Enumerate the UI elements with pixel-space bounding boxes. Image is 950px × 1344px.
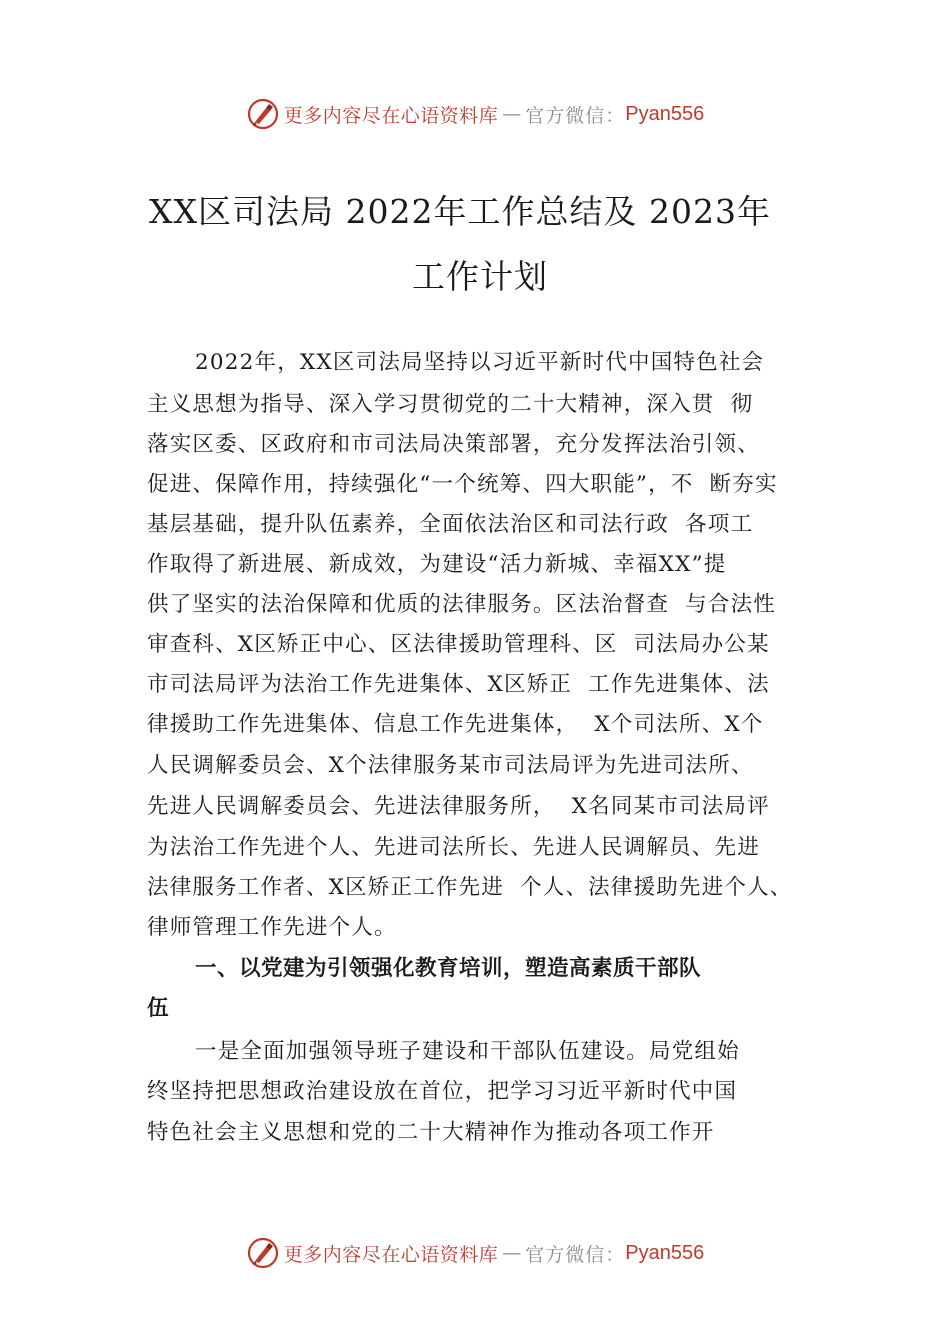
footer-watermark	[0, 1233, 950, 1273]
section-body-line: 一是全面加强领导班子建设和干部队伍建设。局党组始	[195, 1039, 740, 1064]
intro-line: 促进、保障作用，持续强化“一个统筹、四大职能”，不 断夯实	[147, 472, 778, 497]
watermark-wechat-id: Pyan556	[625, 1241, 705, 1264]
document-title-line-1: XX区司法局 2022年工作总结及 2023年	[149, 192, 771, 231]
intro-line: 为法治工作先进个人、先进司法所长、先进人民调解员、先进	[147, 835, 760, 860]
intro-line: 主义思想为指导、深入学习贯彻党的二十大精神，深入贯 彻	[147, 392, 754, 417]
watermark-separator: —	[502, 103, 522, 125]
pen-nib-icon	[246, 1236, 280, 1270]
pen-nib-icon	[246, 97, 280, 131]
intro-line: 基层基础，提升队伍素养，全面依法治区和司法行政 各项工	[147, 512, 754, 537]
intro-line: 审查科、X区矫正中心、区法律援助管理科、区 司法局办公某	[147, 632, 770, 657]
section-body-line: 特色社会主义思想和党的二十大精神作为推动各项工作开	[147, 1120, 715, 1145]
intro-line: 人民调解委员会、X个法律服务某市司法局评为先进司法所、	[147, 753, 754, 778]
watermark-label: 官方微信：	[525, 104, 626, 127]
watermark-brand: 更多内容尽在心语资料库	[283, 104, 499, 127]
intro-line: 供了坚实的法治保障和优质的法律服务。区法治督查 与合法性	[147, 592, 776, 617]
header-watermark	[0, 94, 950, 134]
watermark-label: 官方微信：	[525, 1243, 626, 1266]
section-heading: 一、以党建为引领强化教育培训，塑造高素质干部队	[195, 956, 702, 981]
section-body-line: 终坚持把思想政治建设放在首位，把学习习近平新时代中国	[147, 1079, 738, 1104]
intro-line: 律师管理工作先进个人。	[147, 915, 397, 940]
watermark-wechat-id: Pyan556	[625, 102, 705, 125]
watermark-brand: 更多内容尽在心语资料库	[283, 1243, 499, 1266]
intro-line: 法律服务工作者、X区矫正工作先进 个人、法律援助先进个人、	[147, 875, 793, 900]
intro-line: 先进人民调解委员会、先进法律服务所， X名同某市司法局评	[147, 794, 770, 819]
document-title-line-2: 工作计划	[412, 257, 548, 296]
section-heading-continued: 伍	[147, 996, 170, 1021]
intro-line: 落实区委、区政府和市司法局决策部署，充分发挥法治引领、	[147, 432, 760, 457]
intro-line: 2022年，XX区司法局坚持以习近平新时代中国特色社会	[195, 350, 765, 375]
watermark-separator: —	[502, 1242, 522, 1264]
intro-line: 市司法局评为法治工作先进集体、X区矫正 工作先进集体、法	[147, 672, 770, 697]
intro-line: 律援助工作先进集体、信息工作先进集体， X个司法所、X个	[147, 712, 764, 737]
intro-line: 作取得了新进展、新成效，为建设“活力新城、幸福XX”提	[147, 552, 727, 577]
